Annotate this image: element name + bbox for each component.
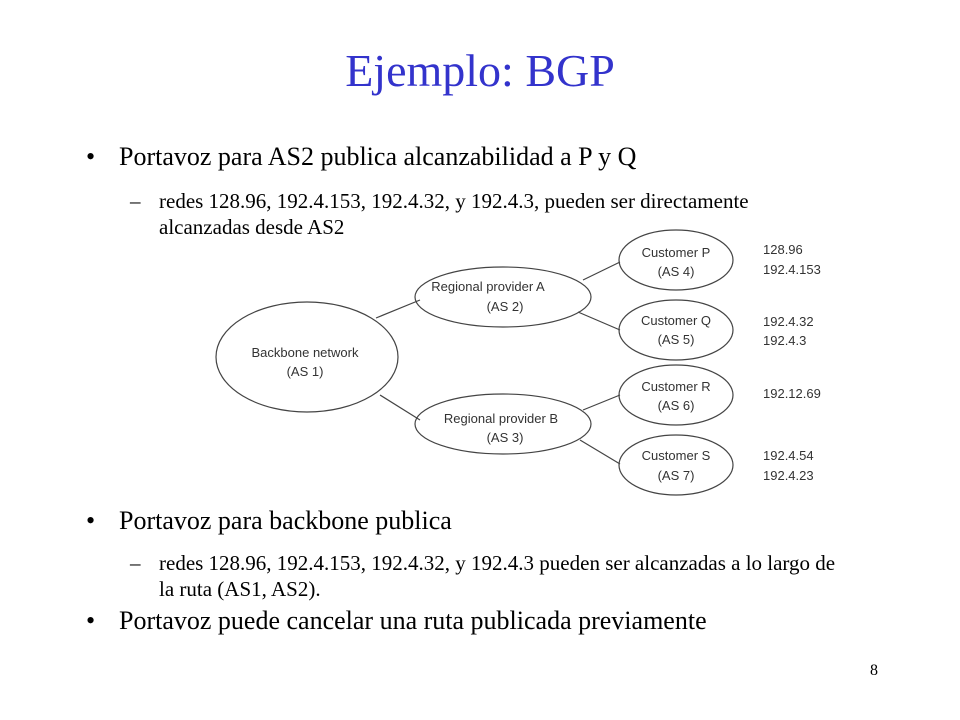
link-regional-b-customer-r bbox=[583, 395, 620, 410]
customer-q-as-label: (AS 5) bbox=[657, 332, 695, 347]
bullet-3-text: Portavoz puede cancelar una ruta publicada previamente bbox=[119, 606, 707, 635]
bullet-dot: • bbox=[86, 606, 96, 635]
regional-a-label: Regional provider A bbox=[431, 279, 545, 294]
network-address: 192.4.3 bbox=[763, 333, 807, 348]
backbone-label: Backbone network bbox=[251, 345, 359, 360]
network-address: 192.4.54 bbox=[763, 448, 814, 463]
link-regional-a-customer-q bbox=[578, 312, 620, 330]
regional-a-as-label: (AS 2) bbox=[486, 299, 524, 314]
network-address: 128.96 bbox=[763, 242, 803, 257]
bullet-dot: • bbox=[86, 142, 96, 171]
slide-title: Ejemplo: BGP bbox=[345, 45, 615, 96]
page-number: 8 bbox=[870, 662, 878, 679]
customer-s-label: Customer S bbox=[641, 448, 711, 463]
network-address: 192.4.32 bbox=[763, 314, 814, 329]
link-regional-b-customer-s bbox=[580, 440, 620, 464]
bullet-1-text: Portavoz para AS2 publica alcanzabilidad a P y Q bbox=[119, 142, 637, 171]
sub-dash: – bbox=[130, 189, 141, 213]
regional-b-as-label: (AS 3) bbox=[486, 430, 524, 445]
sub-bullet-1-text: redes 128.96, 192.4.153, 192.4.32, y 192.4.3, pueden ser directamente alcanzadas desde AS2 bbox=[159, 189, 749, 239]
bullet-2-text: Portavoz para backbone publica bbox=[119, 506, 452, 535]
sub-dash: – bbox=[130, 551, 141, 575]
customer-p-label: Customer P bbox=[641, 245, 711, 260]
regional-a-node bbox=[415, 267, 591, 327]
regional-b-label: Regional provider B bbox=[443, 411, 559, 426]
customer-r-label: Customer R bbox=[641, 379, 711, 394]
customer-s-as-label: (AS 7) bbox=[657, 468, 695, 483]
customer-s-node bbox=[619, 435, 733, 495]
customer-r-node bbox=[619, 365, 733, 425]
customer-q-label: Customer Q bbox=[640, 313, 712, 328]
link-regional-a-customer-p bbox=[583, 262, 620, 280]
network-address: 192.4.23 bbox=[763, 468, 814, 483]
customer-q-node bbox=[619, 300, 733, 360]
customer-r-as-label: (AS 6) bbox=[657, 398, 695, 413]
customer-p-node bbox=[619, 230, 733, 290]
link-backbone-regional-b bbox=[380, 395, 420, 420]
link-backbone-regional-a bbox=[376, 300, 420, 318]
network-address: 192.4.153 bbox=[763, 262, 821, 277]
network-address: 192.12.69 bbox=[763, 386, 821, 401]
sub-bullet-2-text: redes 128.96, 192.4.153, 192.4.32, y 192.4.3 pueden ser alcanzadas a lo largo de la ruta (AS1, AS2). bbox=[159, 551, 836, 601]
customer-p-as-label: (AS 4) bbox=[657, 264, 695, 279]
backbone-as-label: (AS 1) bbox=[286, 364, 324, 379]
bullet-dot: • bbox=[86, 506, 96, 535]
